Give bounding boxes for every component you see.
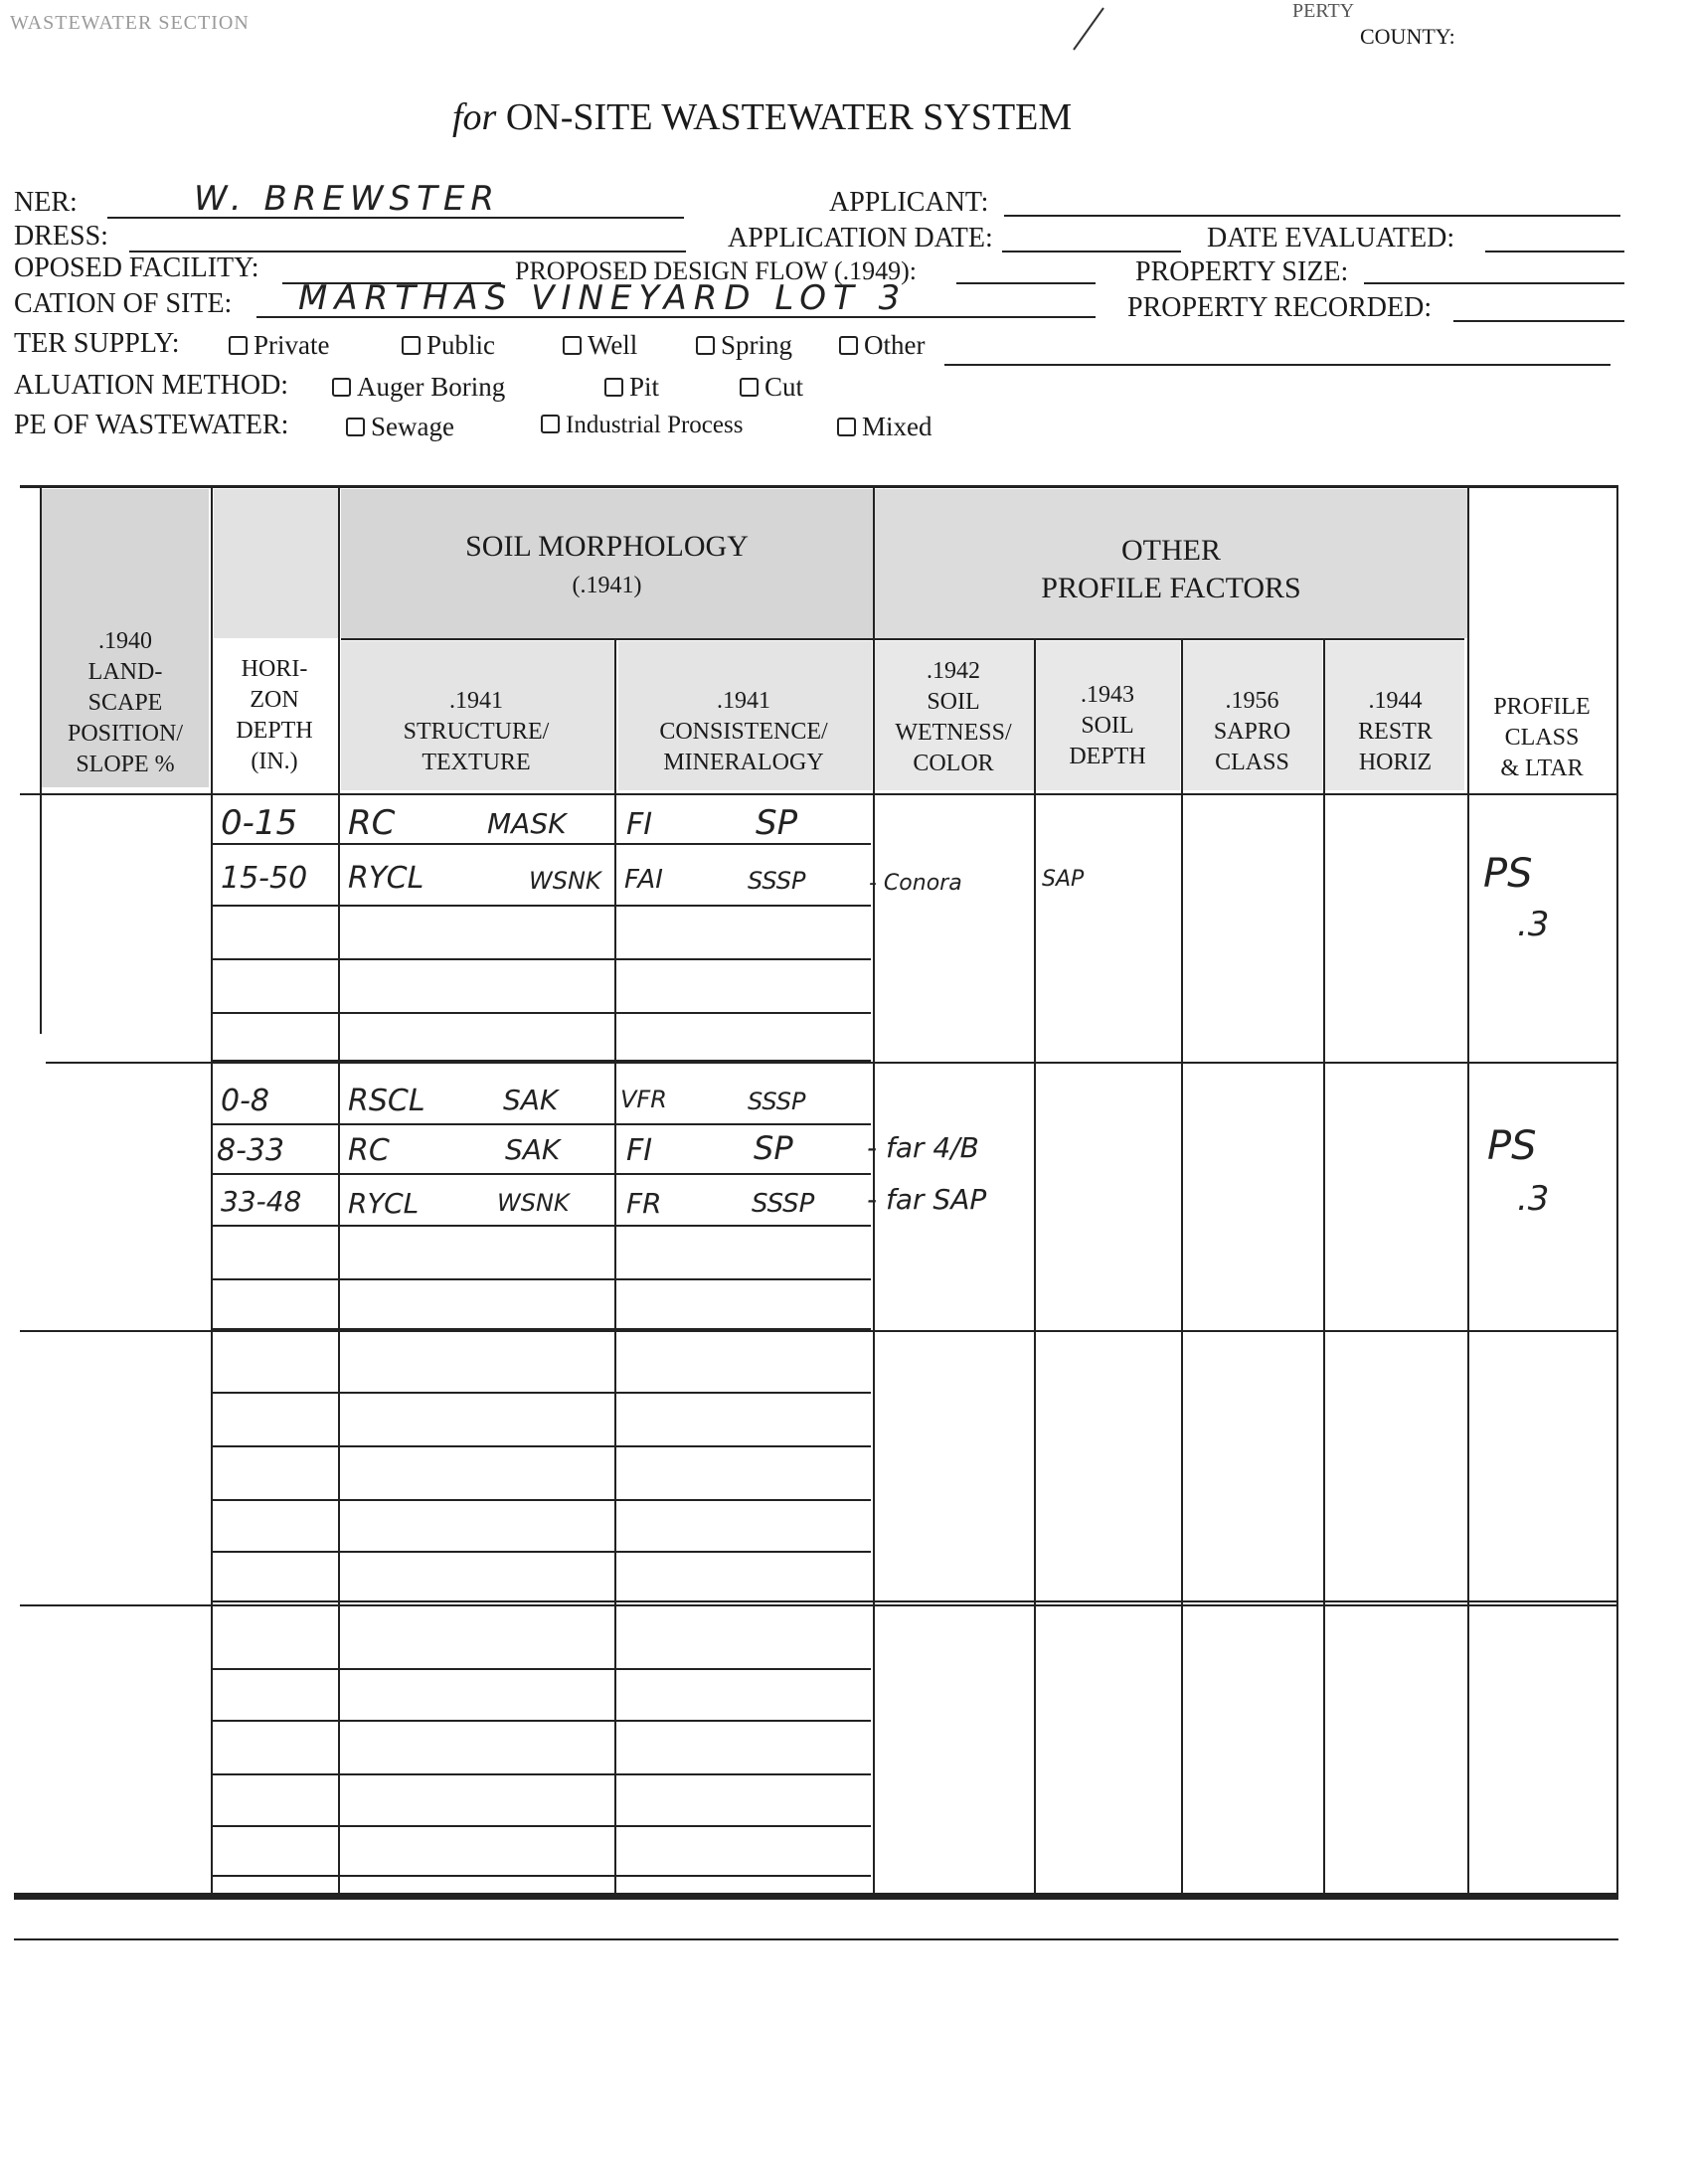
profile1-row1-cons1: FI xyxy=(626,807,653,842)
col-line xyxy=(614,638,616,1897)
profile1-row2-wetness: - Conora xyxy=(869,871,962,896)
type-option-industrial[interactable]: Industrial Process xyxy=(541,412,743,439)
applicant-line xyxy=(1004,215,1620,217)
footer-line xyxy=(14,1938,1618,1940)
water-option-other[interactable]: Other xyxy=(839,330,925,361)
profile2-row1-cons2: SSSP xyxy=(748,1088,806,1115)
checkbox-icon xyxy=(332,378,351,397)
horizon-shade xyxy=(214,489,338,638)
col-structure-header: .1941 STRUCTURE/ TEXTURE xyxy=(403,688,550,775)
profile1-row2-cons1: FAI xyxy=(624,865,663,895)
location-value: MARTHAS VINEYARD LOT 3 xyxy=(298,278,908,318)
profile2-row1-texture: SAK xyxy=(503,1084,559,1116)
profile2-row2-cons1: FI xyxy=(626,1133,653,1168)
property-size-line xyxy=(1364,282,1624,284)
profile2-row3-cons2: SSSP xyxy=(752,1189,815,1219)
eval-option-auger[interactable]: Auger Boring xyxy=(332,372,505,403)
col-wetness-header: .1942 SOIL WETNESS/ COLOR xyxy=(895,658,1012,776)
design-flow-line xyxy=(956,282,1096,284)
row-line xyxy=(211,1278,871,1280)
title-main: ON-SITE WASTEWATER SYSTEM xyxy=(505,96,1073,138)
table-top-border xyxy=(20,485,1618,488)
proposed-facility-label: OPOSED FACILITY: xyxy=(14,252,259,283)
profile2-row3-texture: WSNK xyxy=(497,1189,570,1217)
application-date-line xyxy=(1002,251,1181,252)
soil-morphology-shade xyxy=(341,489,873,638)
row-line xyxy=(211,1825,871,1827)
checkbox-icon xyxy=(541,415,560,433)
other-factors-title-1: OTHER xyxy=(1121,534,1221,567)
row-line xyxy=(211,1012,871,1014)
section-header: WASTEWATER SECTION xyxy=(10,12,250,34)
col-line xyxy=(1034,638,1036,1897)
design-flow-label: PROPOSED DESIGN FLOW (.1949): xyxy=(515,256,917,285)
checkbox-icon xyxy=(839,336,858,355)
date-evaluated-label: DATE EVALUATED: xyxy=(1207,223,1455,253)
row-line xyxy=(211,1225,871,1227)
checkbox-icon xyxy=(837,418,856,436)
row-line xyxy=(211,843,871,845)
form-title xyxy=(452,95,1072,139)
profile1-row2-cons2: SSSP xyxy=(748,867,806,895)
profile-separator xyxy=(20,1604,1618,1606)
type-option-mixed[interactable]: Mixed xyxy=(837,412,932,442)
col-landscape-header: .1940 LAND- SCAPE POSITION/ SLOPE % xyxy=(67,628,183,777)
profile2-row2-texture: SAK xyxy=(505,1133,561,1166)
row-line xyxy=(211,1875,871,1877)
type-option-sewage[interactable]: Sewage xyxy=(346,412,454,442)
water-supply-label: TER SUPPLY: xyxy=(14,328,180,359)
profile2-row1-cons1: VFR xyxy=(620,1086,667,1113)
profile1-class: PS xyxy=(1483,851,1533,897)
water-option-spring[interactable]: Spring xyxy=(696,330,792,361)
profile1-row2-structure: RYCL xyxy=(348,861,424,896)
profile1-row2-soil-depth: SAP xyxy=(1042,867,1085,892)
header-bottom-line xyxy=(20,793,1618,795)
property-size-label: PROPERTY SIZE: xyxy=(1135,256,1349,287)
profile2-ltar: .3 xyxy=(1517,1179,1550,1219)
soil-morphology-code: (.1941) xyxy=(572,573,642,598)
profile1-row1-structure: RC xyxy=(348,803,396,843)
checkbox-icon xyxy=(563,336,582,355)
profile2-row3-cons1: FR xyxy=(626,1187,662,1220)
applicant-label: APPLICANT: xyxy=(829,187,989,218)
col-restr-header: .1944 RESTR HORIZ xyxy=(1358,688,1433,775)
profile2-row3-structure: RYCL xyxy=(348,1187,420,1220)
table-bottom-border xyxy=(14,1893,1618,1900)
col-horizon-header: HORI- ZON DEPTH (IN.) xyxy=(236,656,313,774)
profile-separator xyxy=(46,1062,1618,1064)
address-label: DRESS: xyxy=(14,221,108,252)
location-label: CATION OF SITE: xyxy=(14,288,233,319)
water-option-public[interactable]: Public xyxy=(402,330,495,361)
date-evaluated-line xyxy=(1485,251,1624,252)
wastewater-type-label: PE OF WASTEWATER: xyxy=(14,410,289,440)
profile2-row3-wetness: - far SAP xyxy=(867,1183,987,1216)
eval-option-pit[interactable]: Pit xyxy=(604,372,659,403)
row-line xyxy=(211,958,871,960)
col-depth-header: .1943 SOIL DEPTH xyxy=(1069,682,1146,769)
profile2-row2-wetness: - far 4/B xyxy=(867,1131,979,1164)
checkbox-icon xyxy=(229,336,248,355)
property-recorded-line xyxy=(1453,320,1624,322)
col-line xyxy=(1181,638,1183,1897)
row-line xyxy=(211,1668,871,1670)
soil-morphology-title: SOIL MORPHOLOGY xyxy=(465,530,749,563)
row-line xyxy=(211,1600,1618,1602)
row-line xyxy=(211,1551,871,1553)
profile1-row1-depth: 0-15 xyxy=(221,803,298,843)
eval-option-cut[interactable]: Cut xyxy=(740,372,803,403)
header-property: PERTY xyxy=(1292,0,1355,22)
col-consistence-header: .1941 CONSISTENCE/ MINERALOGY xyxy=(659,688,828,775)
header-mid-line xyxy=(341,638,1464,640)
water-option-well[interactable]: Well xyxy=(563,330,637,361)
row-line xyxy=(211,1392,871,1394)
row-line xyxy=(211,1173,871,1175)
checkbox-icon xyxy=(402,336,421,355)
checkbox-icon xyxy=(604,378,623,397)
col-sapro-header: .1956 SAPRO CLASS xyxy=(1213,688,1291,775)
row-line xyxy=(211,1445,871,1447)
application-date-label: APPLICATION DATE: xyxy=(728,223,993,253)
profile1-row1-texture: MASK xyxy=(487,807,567,840)
profile-separator xyxy=(20,1330,1618,1332)
row-line xyxy=(211,1773,871,1775)
profile2-row2-structure: RC xyxy=(348,1133,390,1168)
row-line xyxy=(211,1720,871,1722)
profile2-row3-depth: 33-48 xyxy=(221,1185,302,1218)
row-line xyxy=(211,905,871,907)
row-line xyxy=(211,1499,871,1501)
owner-value: W. BREWSTER xyxy=(194,179,500,219)
profile2-class: PS xyxy=(1487,1123,1537,1169)
other-line xyxy=(944,364,1610,366)
col-profile-header: PROFILE CLASS & LTAR xyxy=(1493,694,1591,781)
checkbox-icon xyxy=(696,336,715,355)
other-factors-title-2: PROFILE FACTORS xyxy=(1041,572,1301,604)
col-line xyxy=(1616,485,1618,1897)
profile1-row2-texture: WSNK xyxy=(529,867,601,895)
profile1-ltar: .3 xyxy=(1517,905,1550,944)
evaluation-method-label: ALUATION METHOD: xyxy=(14,370,289,401)
owner-label: NER: xyxy=(14,187,78,218)
col-line xyxy=(1323,638,1325,1897)
profile2-row1-structure: RSCL xyxy=(348,1084,425,1118)
profile2-row1-depth: 0-8 xyxy=(221,1084,269,1118)
profile1-row2-depth: 15-50 xyxy=(221,861,308,896)
title-prefix: for xyxy=(452,96,497,138)
profile2-row2-cons2: SP xyxy=(754,1129,793,1167)
header-county: COUNTY: xyxy=(1360,24,1455,49)
checkbox-icon xyxy=(346,418,365,436)
profile1-row1-cons2: SP xyxy=(756,803,798,843)
pen-mark-icon xyxy=(1054,0,1113,60)
property-recorded-label: PROPERTY RECORDED: xyxy=(1127,292,1433,323)
water-option-private[interactable]: Private xyxy=(229,330,329,361)
row-line xyxy=(211,1123,871,1125)
checkbox-icon xyxy=(740,378,759,397)
profile2-row2-depth: 8-33 xyxy=(217,1133,285,1168)
